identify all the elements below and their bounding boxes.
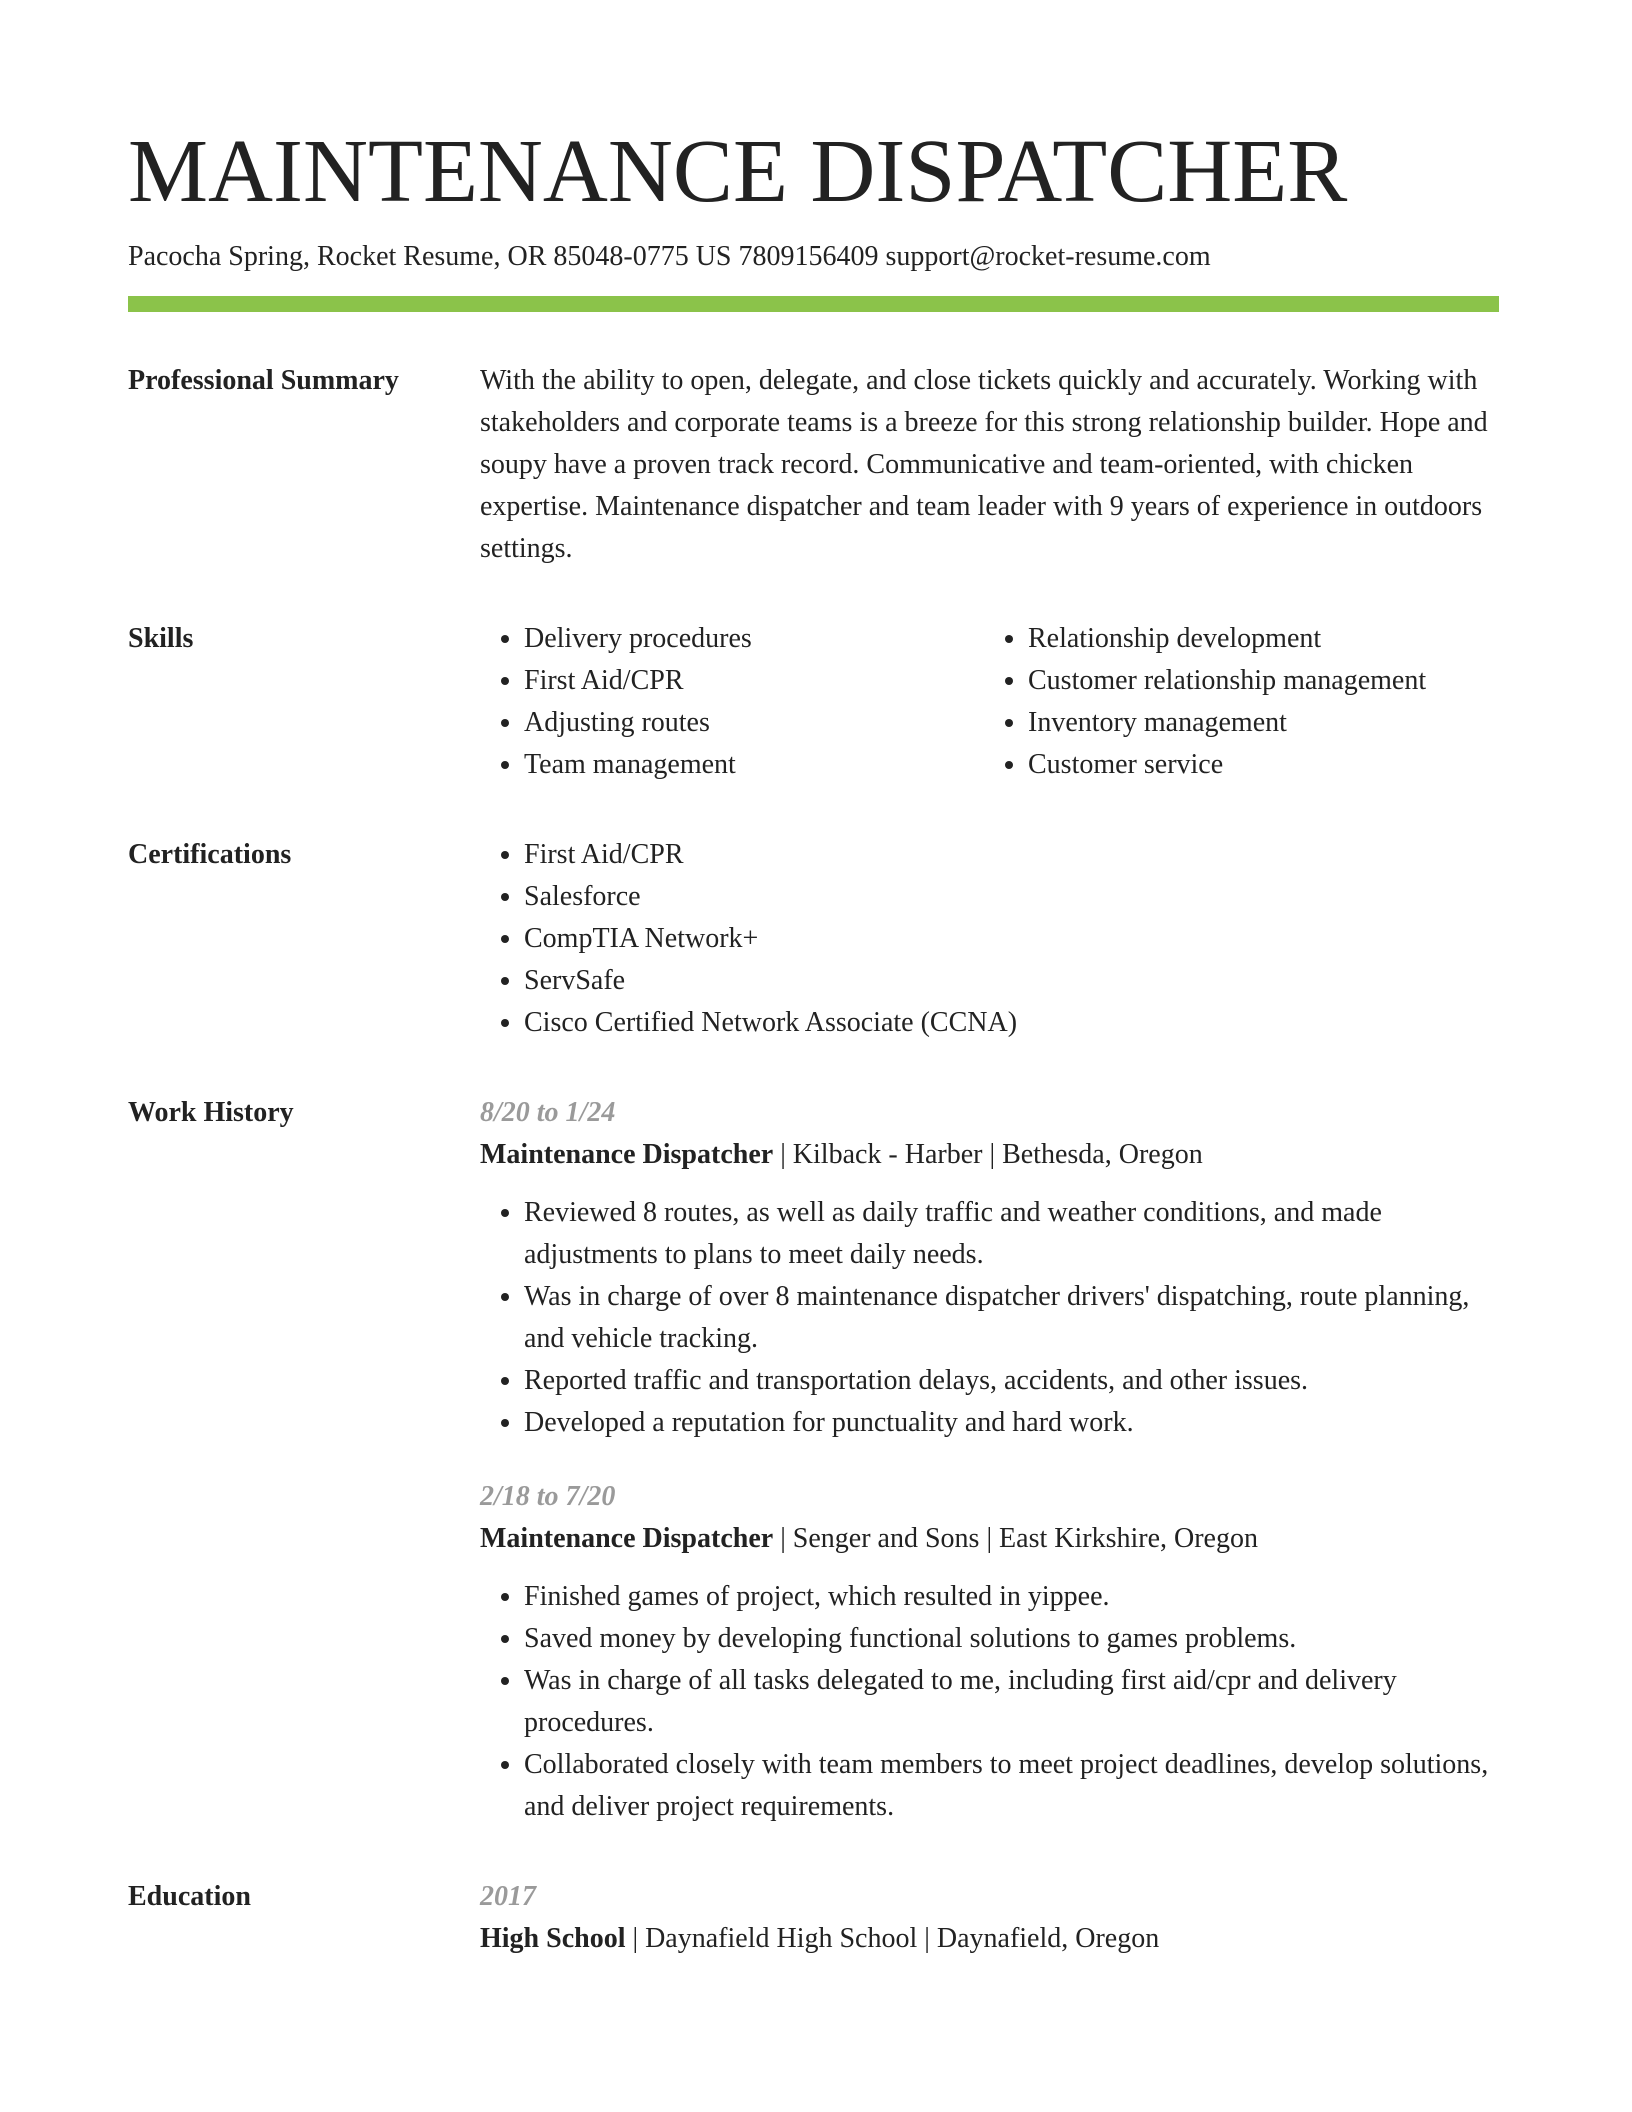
education-school-location: | Daynafield High School | Daynafield, Oregon: [625, 1923, 1160, 1954]
contact-line: [128, 239, 1499, 275]
certification-item: • First Aid/CPR: [524, 834, 1499, 876]
job-bullet: • Was in charge of all tasks delegated to me, including first aid/cpr and delivery procedures.: [524, 1660, 1499, 1744]
certifications-content: [480, 834, 1499, 1044]
job-bullet: • Reviewed 8 routes, as well as daily traffic and weather conditions, and made adjustments to plans to meet daily needs.: [524, 1192, 1499, 1276]
job-title: Maintenance Dispatcher: [480, 1523, 774, 1554]
section-label-summary: Professional Summary: [128, 365, 399, 396]
job-bullet: • Was in charge of over 8 maintenance dispatcher drivers' dispatching, route planning, and vehicle tracking.: [524, 1276, 1499, 1360]
skills-content: [480, 618, 1499, 786]
skill-item: • Customer service: [1028, 744, 1426, 786]
job-entry: [480, 1476, 1499, 1828]
skills-list-right: [984, 618, 1426, 786]
job-bullets: [480, 1576, 1499, 1828]
skill-item: • Team management: [524, 744, 984, 786]
certification-item: • CompTIA Network+: [524, 918, 1499, 960]
certification-item: • Salesforce: [524, 876, 1499, 918]
education-heading: [480, 1918, 1499, 1960]
education-degree: High School: [480, 1923, 626, 1954]
certification-item: • ServSafe: [524, 960, 1499, 1002]
contact-address: Pacocha Spring, Rocket Resume, OR 85048-0775 US: [128, 241, 732, 272]
skill-item: • Inventory management: [1028, 702, 1426, 744]
work-history-section: [128, 1092, 1499, 1828]
skill-item: • First Aid/CPR: [524, 660, 984, 702]
section-label-skills: Skills: [128, 623, 194, 654]
section-label-work-history: Work History: [128, 1097, 294, 1128]
job-employer-location: | Kilback - Harber | Bethesda, Oregon: [773, 1139, 1203, 1170]
skill-item: • Relationship development: [1028, 618, 1426, 660]
education-section: [128, 1876, 1499, 1960]
job-employer-location: | Senger and Sons | East Kirkshire, Oregon: [773, 1523, 1258, 1554]
job-heading: [480, 1134, 1499, 1176]
job-dates: 2/18 to 7/20: [480, 1481, 616, 1512]
summary-section: [128, 360, 1499, 570]
work-history-content: [480, 1092, 1499, 1828]
certification-item: • Cisco Certified Network Associate (CCNA): [524, 1002, 1499, 1044]
summary-content: [480, 360, 1499, 570]
job-title: Maintenance Dispatcher: [480, 1139, 774, 1170]
job-bullet: • Developed a reputation for punctuality and hard work.: [524, 1402, 1499, 1444]
job-bullet: • Finished games of project, which resulted in yippee.: [524, 1576, 1499, 1618]
summary-text: With the ability to open, delegate, and close tickets quickly and accurately. Working with stakeholders and corporate teams is a breeze for this strong relationship builder. Hope and soupy have a proven track record. Communicative and team-oriented, with chicken expertise. Maintenance dispatcher and team leader with 9 years of experience in outdoors settings.: [480, 365, 1488, 564]
job-heading: [480, 1518, 1499, 1560]
contact-email: support@rocket-resume.com: [885, 241, 1211, 272]
education-year: 2017: [480, 1881, 536, 1912]
job-bullets: [480, 1192, 1499, 1444]
job-bullet: • Reported traffic and transportation delays, accidents, and other issues.: [524, 1360, 1499, 1402]
skill-item: • Customer relationship management: [1028, 660, 1426, 702]
section-label-education: Education: [128, 1881, 251, 1912]
skills-list-left: [480, 618, 984, 786]
skill-item: • Delivery procedures: [524, 618, 984, 660]
education-content: [480, 1876, 1499, 1960]
job-bullet: • Saved money by developing functional solutions to games problems.: [524, 1618, 1499, 1660]
job-dates: 8/20 to 1/24: [480, 1097, 616, 1128]
skill-item: • Adjusting routes: [524, 702, 984, 744]
certifications-section: [128, 834, 1499, 1044]
contact-phone: 7809156409: [738, 241, 879, 272]
resume-name: MAINTENANCE DISPATCHER: [128, 122, 1348, 221]
job-bullet: • Collaborated closely with team members to meet project deadlines, develop solutions, and deliver project requirements.: [524, 1744, 1499, 1828]
section-label-certifications: Certifications: [128, 839, 292, 870]
skills-section: [128, 618, 1499, 786]
accent-divider: [128, 296, 1499, 312]
certifications-list: [480, 834, 1499, 1044]
job-entry: [480, 1092, 1499, 1444]
